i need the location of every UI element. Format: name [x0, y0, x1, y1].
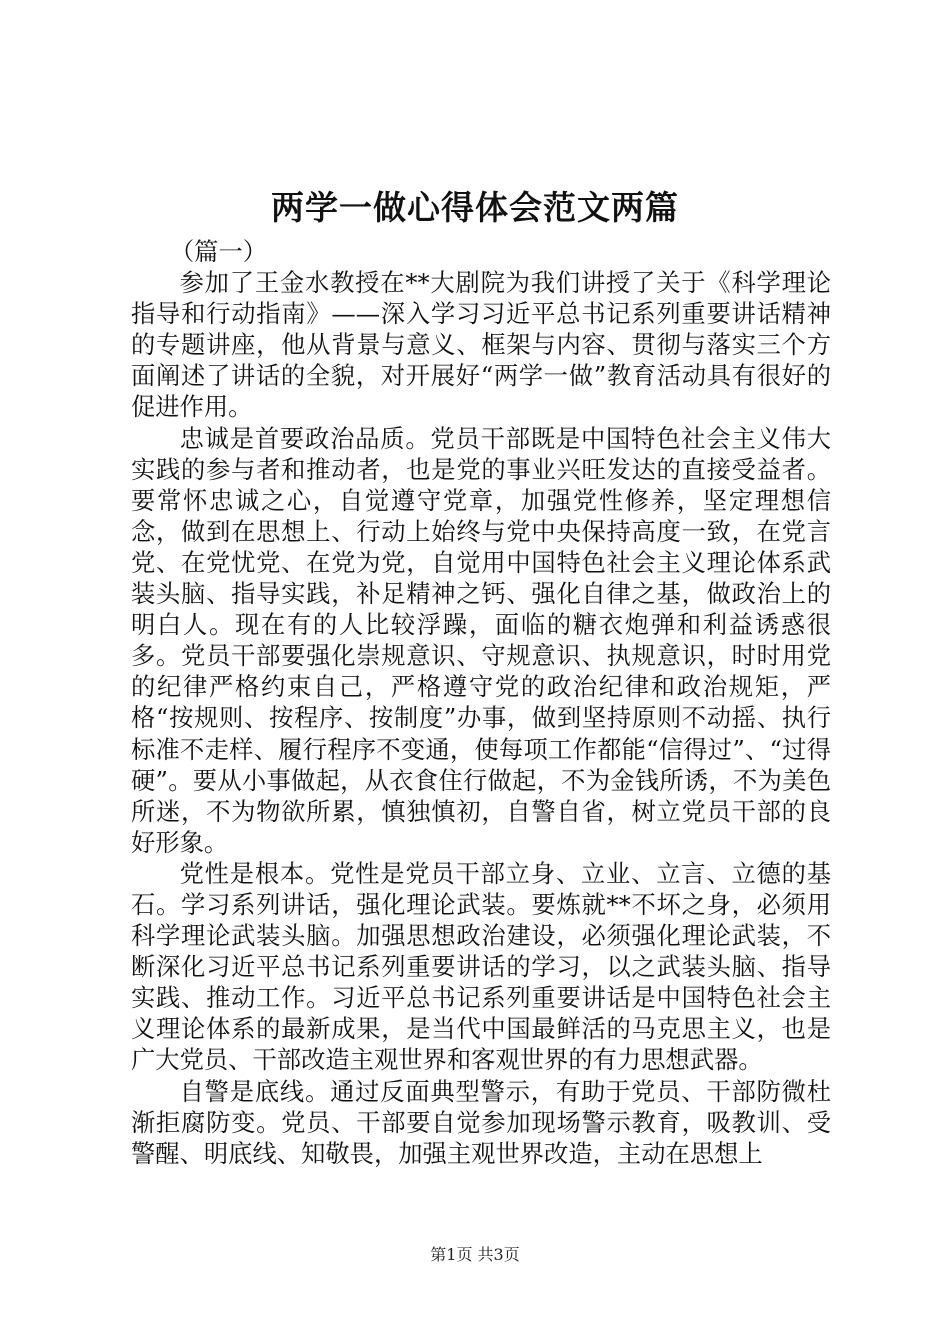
section-label: （篇一） — [169, 237, 268, 266]
paragraph-intro: 参加了王金水教授在**大剧院为我们讲授了关于《科学理论指导和行动指南》——深入学习习近平总书记系列重要讲话精神的专题讲座，他从背景与意义、框架与内容、贯彻与落实三个方面阐述了讲话的全貌，对开展好“两学一做”教育活动具有很好的促进作用。 — [131, 268, 831, 422]
document-title: 两学一做心得体会范文两篇 — [271, 188, 679, 227]
paragraph-self-warning: 自警是底线。通过反面典型警示，有助于党员、干部防微杜渐拒腐防变。党员、干部要自觉参加现场警示教育，吸教训、受警醒、明底线、知敬畏，加强主观世界改造，主动在思想上 — [131, 1076, 831, 1168]
page-footer: 第1页 共3页 — [430, 1245, 520, 1264]
paragraph-party-spirit: 党性是根本。党性是党员干部立身、立业、立言、立德的基石。学习系列讲话，强化理论武装。要炼就**不坏之身，必须用科学理论武装头脑。加强思想政治建设，必须强化理论武装，不断深化习近平总书记系列重要讲话的学习，以之武装头脑、指导实践、推动工作。习近平总书记系列重要讲话是中国特色社会主义理论体系的最新成果，是当代中国最鲜活的马克思主义，也是广大党员、干部改造主观世界和客观世界的有力思想武器。 — [131, 858, 831, 1075]
document-body — [131, 236, 831, 1169]
paragraph-loyalty: 忠诚是首要政治品质。党员干部既是中国特色社会主义伟大实践的参与者和推动者，也是党的事业兴旺发达的直接受益者。要常怀忠诚之心，自觉遵守党章，加强党性修养，坚定理想信念，做到在思想上、行动上始终与党中央保持高度一致，在党言党、在党忧党、在党为党，自觉用中国特色社会主义理论体系武装头脑、指导实践，补足精神之钙、强化自律之基，做政治上的明白人。现在有的人比较浮躁，面临的糖衣炮弹和利益诱惑很多。党员干部要强化崇规意识、守规意识、执规意识，时时用党的纪律严格约束自己，严格遵守党的政治纪律和政治规矩，严格“按规则、按程序、按制度”办事，做到坚持原则不动摇、执行标准不走样、履行程序不变通，使每项工作都能“信得过”、“过得硬”。要从小事做起，从衣食住行做起，不为金钱所诱，不为美色所迷，不为物欲所累，慎独慎初，自警自省，树立党员干部的良好形象。 — [131, 423, 831, 857]
